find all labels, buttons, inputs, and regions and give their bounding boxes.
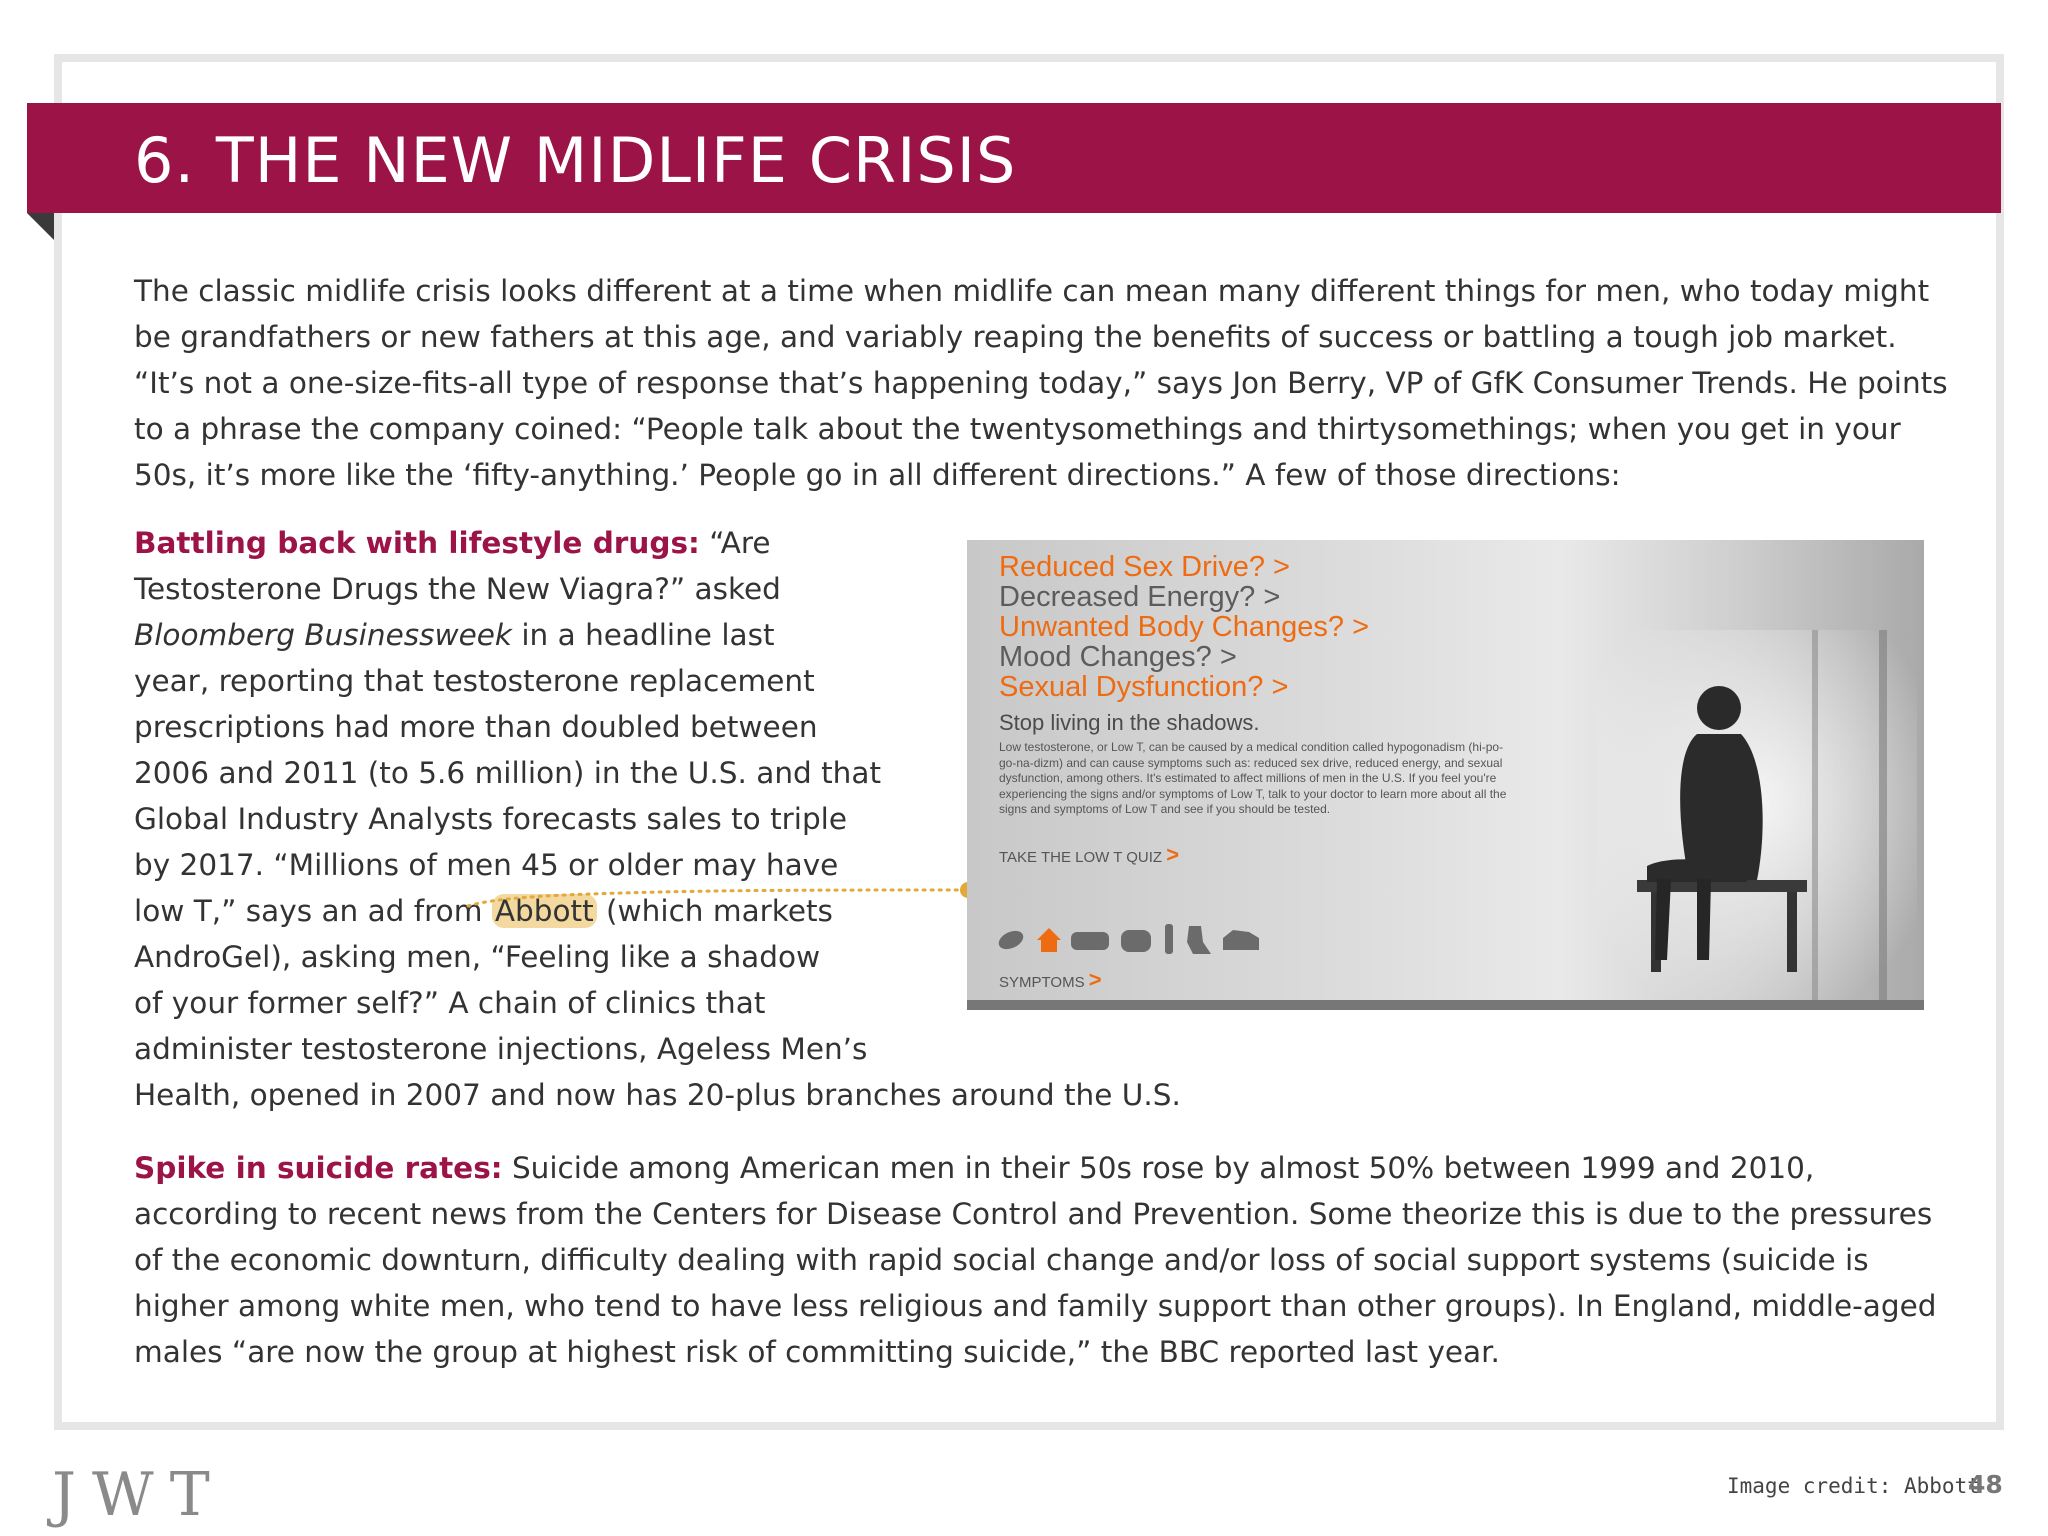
line-13: Health, opened in 2007 and now has 20-plus branches around the U.S. (134, 1078, 1181, 1112)
chevron-right-icon: > (1088, 967, 1102, 992)
text-span: “Are (699, 526, 771, 560)
callout-connector (460, 870, 980, 930)
ad-symptom-decreased-energy[interactable] (999, 582, 1280, 612)
couch-icon (1121, 930, 1151, 952)
ad-quiz-label: TAKE THE LOW T QUIZ (999, 849, 1163, 866)
chevron-right-icon: > (1219, 641, 1237, 673)
line-4: year, reporting that testosterone replacement (134, 664, 815, 698)
line-10: AndroGel), asking men, “Feeling like a shadow (134, 940, 821, 974)
ad-silhouette-image (1597, 630, 1917, 1010)
ad-symptom-mood-changes[interactable] (999, 642, 1237, 672)
suicide-rates-paragraph (134, 1145, 1964, 1375)
publication-name: Bloomberg Businessweek (134, 618, 512, 652)
text-span: in a headline last (511, 618, 775, 652)
ad-symptom-label: Unwanted Body Changes? (999, 611, 1345, 643)
ball-icon (997, 927, 1026, 952)
ad-symptom-label: Sexual Dysfunction? (999, 671, 1264, 703)
sitting-person-icon (1187, 926, 1211, 954)
ad-symptom-label: Mood Changes? (999, 641, 1212, 673)
chevron-right-icon: > (1352, 611, 1370, 643)
lifestyle-drugs-heading: Battling back with lifestyle drugs: (134, 526, 700, 560)
line-7: Global Industry Analysts forecasts sales to triple (134, 802, 848, 836)
line-12: administer testosterone injections, Ageless Men’s (134, 1032, 868, 1066)
title-bar-fold (27, 213, 54, 240)
page-title: 6. THE NEW MIDLIFE CRISIS (134, 124, 1017, 197)
car-icon (1071, 932, 1109, 950)
pet-icon (1223, 930, 1259, 950)
ad-symptoms-link[interactable] (999, 967, 1102, 993)
suicide-rates-text: Suicide among American men in their 50s rose by almost 50% between 1999 and 2010, according to recent news from the Centers for Disease Control and Prevention. Some theorize this is due to the pressures of the economic downturn, difficulty dealing with rapid social change and/or loss of social support systems (suicide is higher among white men, who tend to have less religious and family support than other groups). In England, middle-aged males “are now the group at highest risk of committing suicide,” the BBC reported last year. (134, 1151, 1937, 1369)
home-icon (1037, 928, 1061, 952)
intro-paragraph: The classic midlife crisis looks different at a time when midlife can mean many different things for men, who today might be grandfathers or new fathers at this age, and variably reaping the benefits of success or battling a tough job market. “It’s not a one-size-fits-all type of response that’s happening today,” says Jon Berry, VP of GfK Consumer Trends. He points to a phrase the company coined: “People talk about the twentysomethings and thirtysomethings; when you get in your 50s, it’s more like the ‘fifty-anything.’ People go in all different directions.” A few of those directions: (134, 274, 1948, 492)
ad-symptom-label: Decreased Energy? (999, 581, 1256, 613)
ad-symptom-icons (997, 920, 1297, 956)
chevron-right-icon: > (1271, 671, 1289, 703)
abbott-highlight: Abbott (492, 894, 597, 928)
ad-symptom-label: Reduced Sex Drive? (999, 551, 1265, 583)
ad-symptoms-label: SYMPTOMS (999, 974, 1085, 991)
chevron-right-icon: > (1263, 581, 1281, 613)
ad-heading: Stop living in the shadows. (999, 710, 1260, 735)
chevron-right-icon: > (1166, 842, 1180, 867)
text-span: (which markets (596, 894, 833, 928)
ad-body-text: Low testosterone, or Low T, can be caused by a medical condition called hypogonadism (hi-po-go-na-dizm) and can cause symptoms such as: reduced sex drive, reduced energy, and sexual dysfunction, among others. It's estimated to affect millions of men in the U.S. If you feel you're experiencing the signs and/or symptoms of Low T, talk to your doctor to learn more about all the signs and symptoms of Low T and see if you should be tested. (999, 740, 1507, 816)
image-credit: Image credit: Abbott (1727, 1474, 1980, 1498)
ad-quiz-link[interactable] (999, 842, 1179, 868)
suicide-rates-heading: Spike in suicide rates: (134, 1151, 503, 1185)
jwt-logo: JWT (52, 1460, 226, 1530)
person-icon (1165, 924, 1173, 954)
chevron-right-icon: > (1273, 551, 1290, 583)
ad-symptom-unwanted-body-changes[interactable] (999, 612, 1369, 642)
line-8: by 2017. “Millions of men 45 or older may have (134, 848, 839, 882)
page-number: 48 (1968, 1470, 2003, 1499)
ad-symptom-reduced-sex-drive[interactable] (999, 552, 1290, 582)
line-5: prescriptions had more than doubled between (134, 710, 818, 744)
line-2: Testosterone Drugs the New Viagra?” asked (134, 572, 781, 606)
line-6: 2006 and 2011 (to 5.6 million) in the U.S. and that (134, 756, 882, 790)
abbott-ad-image (967, 540, 1924, 1010)
text-span: low T,” says an ad from (134, 894, 492, 928)
ad-bottom-bar (967, 1000, 1924, 1010)
line-11: of your former self?” A chain of clinics that (134, 986, 766, 1020)
ad-symptom-sexual-dysfunction[interactable] (999, 672, 1288, 702)
